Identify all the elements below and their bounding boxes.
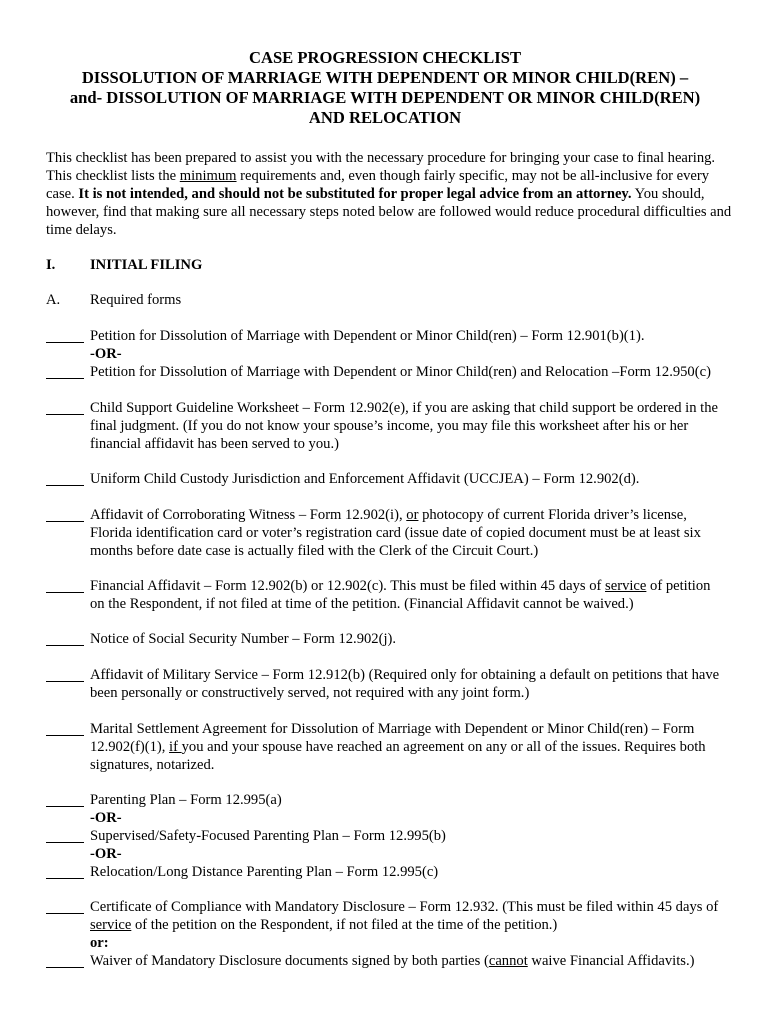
item-text (90, 952, 726, 970)
checkbox-blank[interactable] (46, 485, 84, 486)
item-text-part: you and your spouse have reached an agreement on any or all of the issues. Requires both signatures, notarized. (90, 739, 706, 773)
document-title (20, 48, 750, 128)
checkbox-blank[interactable] (46, 414, 84, 415)
checklist-item-marital-settlement (46, 720, 726, 774)
checkbox-blank[interactable] (46, 342, 84, 343)
intro-text-2: requirements and, even though fairly specific, may not be all-inclusive for every case. (46, 168, 710, 202)
item-text-part: Affidavit of Corroborating Witness – Form 12.902(i), (90, 507, 407, 523)
item-text-underlined: or (406, 507, 419, 523)
checkbox-blank[interactable] (46, 878, 84, 879)
subsection-letter: A. (46, 292, 61, 308)
intro-minimum: minimum (179, 168, 237, 184)
or-separator: or: (90, 935, 109, 951)
item-text-part: waive Financial Affidavits.) (527, 953, 695, 969)
item-text: Petition for Dissolution of Marriage with Dependent or Minor Child(ren) – Form 12.901(b)(1). (90, 328, 645, 344)
or-separator: -OR- (90, 346, 122, 362)
item-text (90, 506, 726, 560)
checklist-item-social-security (46, 630, 726, 648)
intro-disclaimer: It is not intended, and should not be substituted for proper legal advice from an attorney. (78, 186, 632, 202)
checkbox-blank[interactable] (46, 913, 84, 914)
checklist-item-waiver-disclosure (46, 952, 726, 970)
item-text-underlined: if (169, 739, 182, 755)
title-line-3: and- DISSOLUTION OF MARRIAGE WITH DEPENDENT OR MINOR CHILD(REN) (69, 88, 701, 107)
title-line-1: CASE PROGRESSION CHECKLIST (248, 48, 522, 67)
checklist-item-relocation-parenting-plan (46, 863, 726, 881)
subsection-required-forms (46, 291, 181, 309)
checklist-item-certificate-compliance (46, 898, 726, 934)
checkbox-blank[interactable] (46, 806, 84, 807)
checklist-item-uccjea (46, 470, 726, 488)
item-text-part: Marital Settlement Agreement for Dissolution of Marriage with Dependent or Minor Child(ren) – Form 12.902(f)(1), (90, 721, 695, 755)
checkbox-blank[interactable] (46, 645, 84, 646)
checkbox-blank[interactable] (46, 521, 84, 522)
item-text-part: Waiver of Mandatory Disclosure documents signed by both parties ( (90, 953, 489, 969)
item-text (90, 720, 726, 774)
item-text (90, 577, 726, 613)
intro-text-1: This checklist has been prepared to assist you with the necessary procedure for bringing your case to final hearing. This checklist lists the (46, 150, 716, 184)
checkbox-blank[interactable] (46, 735, 84, 736)
section-initial-filing (46, 256, 202, 274)
checklist-item-financial-affidavit (46, 577, 726, 613)
item-text: Relocation/Long Distance Parenting Plan – Form 12.995(c) (90, 864, 439, 880)
intro-text-3: You should, however, find that making sure all necessary steps noted below are followed would reduce procedural difficulties and time delays. (46, 186, 732, 238)
item-text: Child Support Guideline Worksheet – Form 12.902(e), if you are asking that child support be ordered in the final judgment. (If you do not know your spouse’s income, you may file this worksheet after his or her financial affidavit has been served to you.) (90, 400, 718, 452)
item-text-underlined: service (605, 578, 647, 594)
checklist-item-child-support (46, 399, 726, 453)
checkbox-blank[interactable] (46, 967, 84, 968)
checkbox-blank[interactable] (46, 681, 84, 682)
item-text: Supervised/Safety-Focused Parenting Plan – Form 12.995(b) (90, 828, 446, 844)
checkbox-blank[interactable] (46, 592, 84, 593)
item-text (90, 898, 726, 934)
item-text-part: of the petition on the Respondent, if not filed at the time of the petition.) (131, 917, 558, 933)
checklist-item-petition-relocation (46, 363, 726, 381)
title-line-4: AND RELOCATION (308, 108, 462, 127)
section-number: I. (46, 257, 56, 273)
checklist-item-petition (46, 327, 726, 345)
item-text: Uniform Child Custody Jurisdiction and Enforcement Affidavit (UCCJEA) – Form 12.902(d). (90, 471, 640, 487)
or-separator: -OR- (90, 810, 122, 826)
item-text-underlined: service (90, 917, 132, 933)
item-text: Parenting Plan – Form 12.995(a) (90, 792, 282, 808)
checklist-item-supervised-parenting-plan (46, 827, 726, 845)
or-separator: -OR- (90, 846, 122, 862)
item-text: Affidavit of Military Service – Form 12.912(b) (Required only for obtaining a default on petitions that have been personally or constructively served, not required with any joint form.) (90, 667, 720, 701)
section-label: INITIAL FILING (90, 257, 203, 273)
checkbox-blank[interactable] (46, 842, 84, 843)
checkbox-blank[interactable] (46, 378, 84, 379)
item-text-part: of petition on the Respondent, if not filed at time of the petition. (Financial Affidavit cannot be waived.) (90, 578, 711, 612)
intro-paragraph (46, 149, 736, 239)
item-text-underlined: cannot (488, 953, 528, 969)
item-text: Notice of Social Security Number – Form 12.902(j). (90, 631, 397, 647)
item-text-part: Financial Affidavit – Form 12.902(b) or 12.902(c). This must be filed within 45 days of (90, 578, 606, 594)
item-text-part: Certificate of Compliance with Mandatory Disclosure – Form 12.932. (This must be filed within 45 days of (90, 899, 719, 915)
checklist-item-corroborating-witness (46, 506, 726, 560)
item-text-part: photocopy of current Florida driver’s license, Florida identification card or voter’s registration card (issue date of copied document must be at least six months before date case is actually filed with the Clerk of the Circuit Court.) (90, 507, 701, 559)
item-text: Petition for Dissolution of Marriage with Dependent or Minor Child(ren) and Relocation –Form 12.950(c) (90, 364, 711, 380)
checklist-item-military-service (46, 666, 726, 702)
checklist-item-parenting-plan (46, 791, 726, 809)
title-line-2: DISSOLUTION OF MARRIAGE WITH DEPENDENT OR MINOR CHILD(REN) – (81, 68, 689, 87)
subsection-label: Required forms (90, 292, 182, 308)
